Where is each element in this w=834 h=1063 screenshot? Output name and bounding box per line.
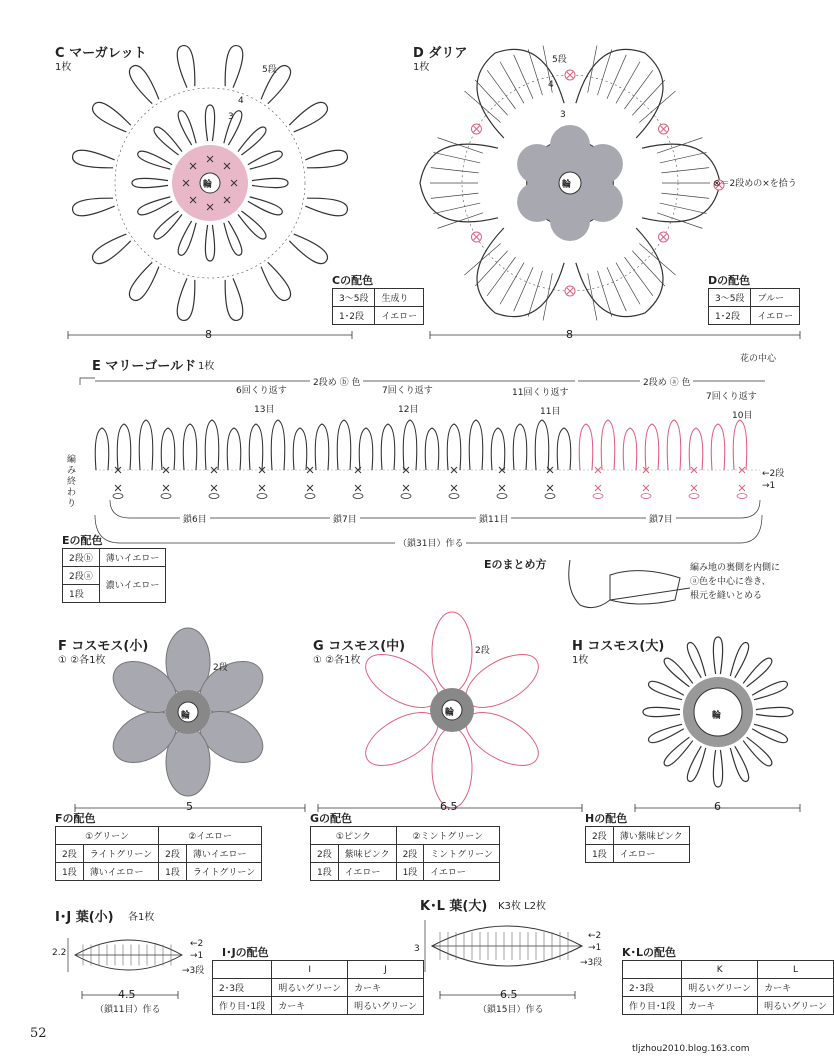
e-color-row2-color: 濃いイエロー (99, 567, 166, 603)
ij-colors-table (212, 960, 424, 1015)
f-r2c2: 薄いイエロー (83, 863, 158, 881)
g-petal (432, 612, 472, 692)
c-colors-table (332, 288, 424, 325)
d-petal-stitch (632, 251, 664, 286)
kl-head-blank (623, 961, 682, 979)
h-petal (664, 737, 693, 766)
c-outer-petal (129, 65, 158, 103)
e-row1-x (259, 485, 265, 491)
ij-head-i: I (272, 961, 348, 979)
e-repeat4: 7回くり返す (706, 392, 757, 402)
g-colors-title: Gの配色 (310, 812, 353, 825)
d-petal-stitch (487, 70, 515, 109)
h-r2c2: イエロー (613, 845, 689, 863)
e-petal-loop (337, 420, 351, 470)
c-inner-petal (248, 151, 282, 169)
e-petal-loop (95, 428, 109, 470)
c-dimension: 8 (205, 328, 212, 341)
h-count: 1枚 (572, 655, 589, 666)
e-petal-loop (645, 424, 659, 470)
e-color-row3-step: 1段 (63, 585, 100, 603)
e-chain-oval (497, 494, 507, 499)
e-row1-x (403, 485, 409, 491)
c-inner-petal (138, 151, 172, 169)
d-petal-stitch (624, 70, 652, 109)
e-flower-center: 花の中心 (740, 354, 777, 364)
ij-count: 各1枚 (128, 912, 155, 923)
e-petal-loop (557, 428, 571, 470)
g-r2c3: 1段 (396, 863, 424, 881)
e-row2-marker: ←2段 (762, 469, 785, 479)
e-chain-oval (257, 494, 267, 499)
h-r2c1: 1段 (586, 845, 614, 863)
g-r2c4: イエロー (424, 863, 500, 881)
kl-head-k: K (682, 961, 758, 979)
h-petal (687, 642, 705, 677)
e-chain2: 鎖7目 (330, 512, 360, 525)
c-row3-label: 3 (228, 112, 234, 122)
c-title: C マーガレット (55, 46, 147, 61)
e-row1-x (643, 485, 649, 491)
kl-r2c3: 明るいグリーン (758, 997, 834, 1015)
d-color-row1-step: 3～5段 (709, 289, 751, 307)
e-color-row2-step: 2段ⓐ (63, 567, 100, 585)
c-row5-label: 5段 (262, 65, 277, 75)
g-r1c3: 2段 (396, 845, 424, 863)
e-petal-loop (161, 428, 175, 470)
d-petal-stitch (487, 257, 515, 296)
kl-chain: （鎖15目）作る (478, 1005, 544, 1015)
d-petal-stitch (475, 251, 507, 286)
e-petal-loop (601, 420, 615, 470)
c-inner-petal (154, 127, 182, 155)
e-petal-loop (271, 420, 285, 470)
c-outer-petal (177, 46, 195, 88)
c-inner-petal (178, 111, 196, 145)
d-outer-petal (576, 228, 663, 317)
kl-head-l: L (758, 961, 834, 979)
c-inner-petal (248, 197, 282, 215)
f-count: ① ②各1枚 (58, 655, 106, 666)
g-center-label: 輪 (445, 708, 455, 718)
e-chain-oval (113, 494, 123, 499)
e-colors-title: Eの配色 (62, 534, 103, 547)
e-end-label: 編み終わり (67, 455, 77, 509)
e-row1-x (691, 485, 697, 491)
e-repeat1-count: 13目 (254, 405, 275, 415)
c-row4-label: 4 (238, 96, 244, 106)
d-petal-stitch (657, 213, 702, 229)
e-petal-loop (623, 428, 637, 470)
d-petal-stitch (661, 193, 709, 198)
e-petal-loop (227, 428, 241, 470)
f-r1c3: 2段 (159, 845, 187, 863)
e-chain-oval (737, 494, 747, 499)
h-petal (713, 637, 722, 674)
e-repeat2-count: 12目 (398, 405, 419, 415)
d-petal-stitch (514, 55, 533, 99)
ij-row2: ←2 (190, 939, 204, 949)
page-number: 52 (30, 1026, 47, 1041)
c-inner-petal (154, 211, 182, 239)
h-petal (756, 707, 793, 716)
c-inner-petal (224, 221, 242, 255)
c-colors-title: Cの配色 (332, 274, 374, 287)
h-petal (730, 642, 748, 677)
e-petal-loop (447, 424, 461, 470)
d-petal-stitch (433, 203, 480, 213)
f-r2c4: ライトグリーン (186, 863, 261, 881)
e-row1-x (211, 485, 217, 491)
d-outer-petal (477, 228, 564, 317)
c-color-row1-step: 3～5段 (333, 289, 375, 307)
d-petal-stitch (607, 55, 626, 99)
d-row4-label: 4 (548, 80, 554, 90)
h-petal (664, 658, 693, 687)
c-outer-petal (73, 150, 115, 168)
d-petal-stitch (514, 267, 533, 311)
g-dimension: 6.5 (440, 800, 458, 813)
e-row1-x (451, 485, 457, 491)
h-center-label: 輪 (712, 711, 722, 721)
kl-dim-w: 6.5 (500, 988, 518, 1001)
e-row1-x (355, 485, 361, 491)
kl-r1c3: カーキ (758, 979, 834, 997)
e-chain-oval (353, 494, 363, 499)
c-inner-petal (178, 221, 196, 255)
e-row1-x (547, 485, 553, 491)
h-colors-table (585, 826, 690, 863)
e-petal-loop (469, 420, 483, 470)
kl-count: K3枚 L2枚 (498, 901, 547, 912)
h-title: H コスモス(大) (572, 639, 665, 654)
c-count: 1枚 (55, 62, 72, 73)
d-petal-stitch (464, 243, 500, 275)
kl-dim-h: 3 (414, 944, 420, 954)
d-petal-stitch (475, 80, 507, 115)
d-petal-stitch (616, 263, 640, 305)
e-repeat4-count: 10目 (732, 411, 753, 421)
d-petal-stitch (588, 46, 597, 93)
d-petal-stitch (639, 243, 675, 275)
f-colors-table (55, 826, 262, 881)
d-center-lobe (517, 182, 557, 222)
e-repeat2: 7回くり返す (382, 386, 433, 396)
c-outer-petal (177, 278, 195, 320)
kl-title: K･L 葉(大) (420, 899, 488, 914)
e-petal-loop (535, 420, 549, 470)
d-petal-stitch (438, 138, 483, 154)
e-chain-oval (161, 494, 171, 499)
h-petal (752, 681, 787, 699)
e-assembly-title: Eのまとめ方 (484, 558, 547, 571)
e-seg-b: 2段め ⓑ 色 (310, 375, 363, 388)
d-dimension: 8 (566, 328, 573, 341)
h-colors-title: Hの配色 (585, 812, 628, 825)
e-repeat3: 11回くり返す (512, 388, 569, 398)
f-dimension: 5 (186, 800, 193, 813)
g-r1c2: 紫味ピンク (338, 845, 396, 863)
e-petal-loop (183, 424, 197, 470)
kl-r2c1: 作り目･1段 (623, 997, 682, 1015)
d-row3-label: 3 (560, 110, 566, 120)
g-r2c1: 1段 (311, 863, 339, 881)
d-petal-stitch (500, 62, 524, 104)
f-head-1: ①グリーン (56, 827, 159, 845)
e-petal-loop (689, 428, 703, 470)
h-petal (643, 707, 680, 716)
kl-r1c1: 2･3段 (623, 979, 682, 997)
h-petal (730, 746, 748, 781)
e-petal-loop (513, 424, 527, 470)
d-petal-stitch (639, 91, 675, 123)
g-head-1: ①ピンク (311, 827, 397, 845)
e-petal-loop (667, 420, 681, 470)
c-outer-petal (92, 102, 130, 131)
e-petal-loop (425, 428, 439, 470)
d-note: ⊗＝2段めの×を拾う (713, 179, 797, 189)
e-count: 1枚 (198, 361, 215, 372)
c-color-row2-color: イエロー (375, 307, 424, 325)
d-petal-stitch (660, 152, 707, 162)
d-color-row2-color: イエロー (751, 307, 800, 325)
f-title: F コスモス(小) (58, 639, 149, 654)
e-petal-loop (491, 428, 505, 470)
c-outer-petal (261, 262, 290, 300)
d-petal-stitch (624, 257, 652, 296)
d-colors-table (708, 288, 800, 325)
e-chain-oval (209, 494, 219, 499)
d-center-lobe (517, 144, 557, 184)
g-r1c1: 2段 (311, 845, 339, 863)
c-outer-petal (225, 46, 243, 88)
c-center-label: 輪 (203, 180, 213, 190)
e-chain-oval (545, 494, 555, 499)
kl-colors-title: K･Lの配色 (622, 946, 677, 959)
h-r1c1: 2段 (586, 827, 614, 845)
e-chain1: 鎖6目 (180, 512, 210, 525)
ij-title: I･J 葉(小) (55, 910, 114, 925)
c-color-row2-step: 1･2段 (333, 307, 375, 325)
watermark: tljzhou2010.blog.163.com (632, 1044, 750, 1054)
c-inner-petal (238, 211, 266, 239)
kl-row1: →1 (588, 943, 602, 953)
h-petal (648, 681, 683, 699)
f-r2c3: 1段 (159, 863, 187, 881)
ij-r2c3: 明るいグリーン (348, 997, 424, 1015)
d-center-lobe (583, 144, 623, 184)
d-petal-stitch (632, 80, 664, 115)
d-center-label: 輪 (562, 180, 572, 190)
h-petal (687, 746, 705, 781)
d-petal-stitch (500, 263, 524, 305)
g-petal (432, 728, 472, 808)
c-color-row1-color: 生成り (375, 289, 424, 307)
e-repeat1: 6回くり返す (236, 386, 287, 396)
e-chain4: 鎖7目 (646, 512, 676, 525)
e-row1-marker: →1 (762, 481, 776, 491)
c-inner-petal (205, 225, 214, 261)
e-petal-loop (711, 424, 725, 470)
ij-r1c2: 明るいグリーン (272, 979, 348, 997)
h-dimension: 6 (714, 800, 721, 813)
f-head-2: ②イエロー (159, 827, 262, 845)
h-r1c2: 薄い紫味ピンク (613, 827, 689, 845)
f-colors-title: Fの配色 (55, 812, 96, 825)
e-chain-oval (449, 494, 459, 499)
c-outer-petal (305, 198, 347, 216)
f-row2-label: 2段 (213, 663, 228, 673)
ij-colors-title: I･Jの配色 (222, 946, 269, 959)
e-total-chain: （鎖31目）作る (395, 536, 466, 549)
e-chain-oval (401, 494, 411, 499)
c-outer-petal (289, 234, 327, 263)
g-count: ① ②各1枚 (313, 655, 361, 666)
d-petal-stitch (431, 193, 479, 198)
e-row1-x (595, 485, 601, 491)
e-chain-oval (305, 494, 315, 499)
e-petal-loop (733, 420, 747, 470)
ij-row1: →1 (190, 951, 204, 961)
kl-r2c2: カーキ (682, 997, 758, 1015)
c-outer-petal (73, 198, 115, 216)
g-title: G コスモス(中) (313, 639, 406, 654)
d-petal-stitch (543, 273, 552, 320)
d-color-row1-color: ブルー (751, 289, 800, 307)
kl-row3: →3段 (580, 958, 603, 968)
g-colors-table (310, 826, 500, 881)
kl-colors-table (622, 960, 834, 1015)
h-petal (743, 737, 772, 766)
f-r2c1: 1段 (56, 863, 84, 881)
kl-r1c2: 明るいグリーン (682, 979, 758, 997)
e-petal-loop (403, 420, 417, 470)
e-title: E マリーゴールド (92, 359, 197, 374)
e-chain-oval (641, 494, 651, 499)
e-assembly-note-1: 編み地の裏側を内側に (690, 563, 781, 573)
f-r1c1: 2段 (56, 845, 84, 863)
d-color-row2-step: 1･2段 (709, 307, 751, 325)
e-bracket (80, 378, 95, 385)
e-repeat3-count: 11目 (540, 407, 561, 417)
d-petal-stitch (433, 152, 480, 162)
h-petal (752, 724, 787, 742)
g-row2-label: 2段 (475, 646, 490, 656)
d-petal-stitch (438, 213, 483, 229)
d-title: D ダリア (413, 46, 468, 61)
e-color-row1-step: 2段ⓑ (63, 549, 100, 567)
ij-chain: （鎖11目）作る (95, 1005, 161, 1015)
c-outer-petal (225, 278, 243, 320)
d-petal-stitch (661, 168, 709, 173)
e-row1-x (115, 485, 121, 491)
ij-head-j: J (348, 961, 424, 979)
e-chain3: 鎖11目 (476, 512, 511, 525)
ij-head-blank (213, 961, 272, 979)
d-petal-stitch (588, 273, 597, 320)
g-head-2: ②ミントグリーン (396, 827, 499, 845)
d-row5-label: 5段 (552, 55, 567, 65)
c-inner-petal (138, 197, 172, 215)
g-r2c2: イエロー (338, 863, 396, 881)
e-seg-a: 2段め ⓐ 色 (640, 375, 693, 388)
ij-dim-w: 4.5 (118, 988, 136, 1001)
d-petal-stitch (607, 267, 626, 311)
d-colors-title: Dの配色 (708, 274, 751, 287)
f-center-label: 輪 (181, 711, 191, 721)
e-color-row1-color: 薄いイエロー (99, 549, 166, 567)
e-assembly-roll (610, 571, 680, 604)
ij-r2c2: カーキ (272, 997, 348, 1015)
e-petal-loop (381, 424, 395, 470)
g-r1c4: ミントグリーン (424, 845, 500, 863)
c-inner-petal (252, 178, 288, 187)
e-chain-oval (689, 494, 699, 499)
c-outer-petal (129, 262, 158, 300)
kl-row2: ←2 (588, 931, 602, 941)
c-outer-petal (305, 150, 347, 168)
e-petal-loop (359, 428, 373, 470)
ij-dim-h: 2.2 (52, 948, 67, 958)
e-chain-oval (593, 494, 603, 499)
e-petal-loop (205, 420, 219, 470)
e-row1-x (499, 485, 505, 491)
f-r1c4: 薄いイエロー (186, 845, 261, 863)
d-count: 1枚 (413, 62, 430, 73)
e-row1-x (307, 485, 313, 491)
h-petal (648, 724, 683, 742)
e-petal-loop (139, 420, 153, 470)
d-petal-stitch (464, 91, 500, 123)
e-assembly-note-3: 根元を縫いとめる (690, 591, 763, 601)
e-petal-loop (293, 428, 307, 470)
d-outer-petal (576, 49, 663, 138)
e-colors-table (62, 548, 166, 603)
e-petal-loop (117, 424, 131, 470)
e-row1-x (163, 485, 169, 491)
e-petal-loop (315, 424, 329, 470)
c-outer-petal (289, 102, 327, 131)
h-petal (743, 658, 772, 687)
c-inner-petal (238, 127, 266, 155)
e-petal-loop (579, 424, 593, 470)
c-inner-petal (132, 178, 168, 187)
h-petal (713, 750, 722, 787)
ij-r1c1: 2･3段 (213, 979, 272, 997)
d-petal-stitch (616, 62, 640, 104)
d-petal-stitch (657, 138, 702, 154)
e-petal-loop (249, 424, 263, 470)
f-r1c2: ライトグリーン (83, 845, 158, 863)
c-inner-petal (205, 105, 214, 141)
c-outer-petal (92, 234, 130, 263)
e-assembly-note-2: ⓐ色を中心に巻き、 (690, 577, 771, 587)
d-petal-stitch (660, 203, 707, 213)
ij-r2c1: 作り目･1段 (213, 997, 272, 1015)
d-petal-stitch (431, 168, 479, 173)
ij-r1c3: カーキ (348, 979, 424, 997)
ij-row3: →3段 (182, 966, 205, 976)
e-row1-x (739, 485, 745, 491)
